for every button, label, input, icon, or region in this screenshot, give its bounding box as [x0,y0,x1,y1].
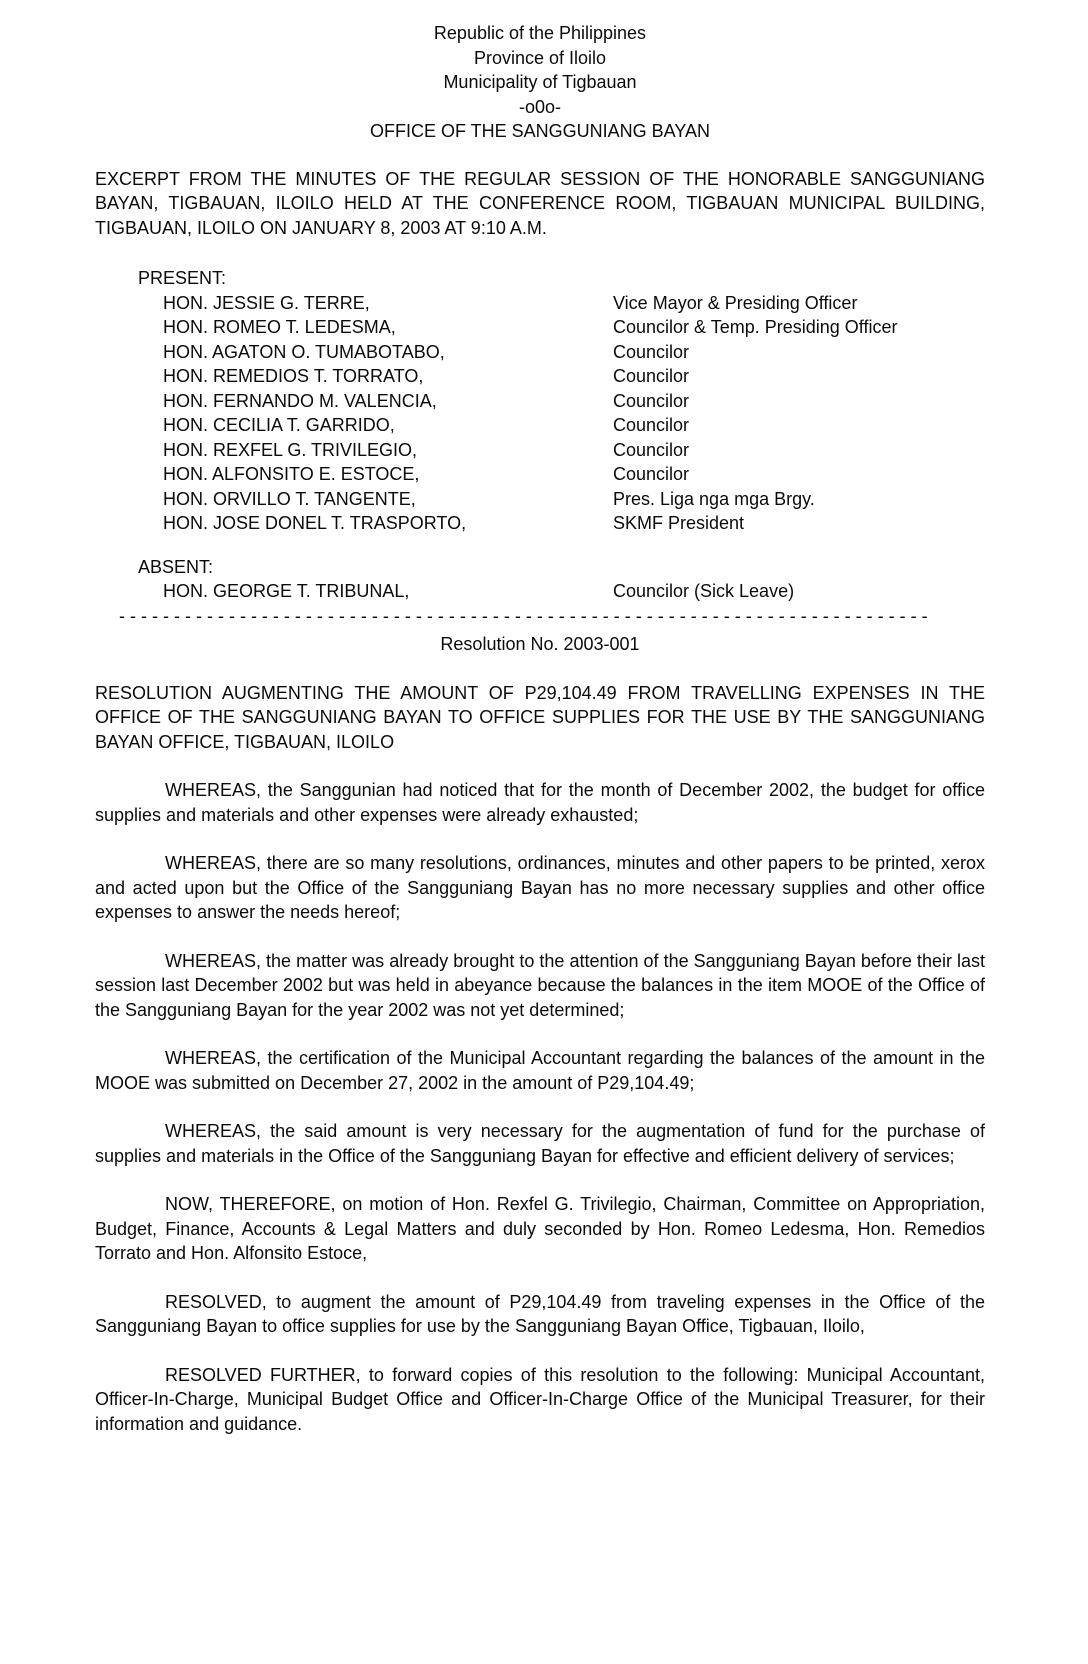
dashed-divider: - - - - - - - - - - - - - - - - - - - - - - - - - - - - - - - - - - - - - - - - - - - - - - - - - - - - - - - - - - - - - - - - - - - - - - - - - - [119,605,928,626]
body-paragraph-whereas-2: WHEREAS, there are so many resolutions, ordinances, minutes and other papers to be printed, xerox and acted upon but the Office of the Sangguniang Bayan has no more necessary supplies and other office expenses to answer the needs hereof; [95,853,985,922]
header-line-office: OFFICE OF THE SANGGUNIANG BAYAN [369,121,711,141]
member-role: Councilor [613,390,690,411]
member-name: HON. ROMEO T. LEDESMA, [163,317,396,337]
absent-label: ABSENT: [138,556,214,577]
attendance-row [95,364,985,389]
attendance-row [95,291,985,316]
member-role: Councilor & Temp. Presiding Officer [613,317,898,337]
member-role: Councilor [613,464,690,484]
resolution-number: Resolution No. 2003-001 [440,634,640,654]
body-paragraph-resolved-further: RESOLVED FURTHER, to forward copies of this resolution to the following: Municipal Accountant, Officer-In-Charge, Municipal Budget Office and Officer-In-Charge Office of the Municipal Treasurer, for their information and guidance. [95,1364,985,1434]
member-name: HON. REMEDIOS T. TORRATO, [163,366,424,386]
excerpt-paragraph: EXCERPT FROM THE MINUTES OF THE REGULAR SESSION OF THE HONORABLE SANGGUNIANG BAYAN, TIGBAUAN, ILOILO HELD AT THE CONFERENCE ROOM, TIGBAUAN MUNICIPAL BUILDING, TIGBAUAN, ILOILO ON JANUARY 8, 2003 AT 9:10 A.M. [95,168,985,238]
body-paragraph-whereas-4: WHEREAS, the certification of the Municipal Accountant regarding the balances of the amount in the MOOE was submitted on December 27, 2002 in the amount of P29,104.49; [95,1048,985,1093]
present-section [95,266,985,536]
header-line-ornament: -o0o- [518,96,562,117]
member-name: HON. CECILIA T. GARRIDO, [163,415,395,435]
member-role: Councilor [613,366,690,386]
member-name: HON. GEORGE T. TRIBUNAL, [163,581,410,601]
member-role: SKMF President [613,513,745,533]
member-name: HON. REXFEL G. TRIVILEGIO, [163,439,418,460]
attendance-row [95,511,985,536]
attendance-row [95,438,985,463]
header-line-republic: Republic of the Philippines [433,23,647,43]
resolution-title: RESOLUTION AUGMENTING THE AMOUNT OF P29,104.49 FROM TRAVELLING EXPENSES IN THE OFFICE OF THE SANGGUNIANG BAYAN TO OFFICE SUPPLIES FOR THE USE BY THE SANGGUNIANG BAYAN OFFICE, TIGBAUAN, ILOILO [95,682,985,752]
header-line-municipality: Municipality of Tigbauan [443,72,637,92]
attendance-row [95,389,985,414]
attendance-row [95,413,985,438]
absent-section [95,555,985,604]
attendance-row [95,315,985,340]
member-name: HON. AGATON O. TUMABOTABO, [163,341,445,362]
body-paragraph-resolved: RESOLVED, to augment the amount of P29,104.49 from traveling expenses in the Office of the Sangguniang Bayan to office supplies for use by the Sangguniang Bayan Office, Tigbauan, Iloilo, [95,1291,985,1336]
member-name: HON. ORVILLO T. TANGENTE, [163,488,416,509]
member-name: HON. FERNANDO M. VALENCIA, [163,390,437,411]
member-role: Councilor [613,341,690,362]
header-line-province: Province of Iloilo [473,47,607,68]
document-header [95,21,985,144]
member-role: Pres. Liga nga mga Brgy. [613,488,815,509]
member-name: HON. JESSIE G. TERRE, [163,292,370,313]
attendance-row [95,340,985,365]
body-paragraph-whereas-3: WHEREAS, the matter was already brought to the attention of the Sangguniang Bayan before their last session last December 2002 but was held in abeyance because the balances in the item MOOE of the Office of the Sangguniang Bayan for the year 2002 was not yet determined; [95,950,985,1020]
body-paragraph-now-therefore: NOW, THEREFORE, on motion of Hon. Rexfel G. Trivilegio, Chairman, Committee on Appropriation, Budget, Finance, Accounts & Legal Matters and duly seconded by Hon. Romeo Ledesma, Hon. Remedios Torrato and Hon. Alfonsito Estoce, [95,1194,985,1263]
member-name: HON. ALFONSITO E. ESTOCE, [163,464,420,484]
attendance-row [95,487,985,512]
attendance-row [95,462,985,487]
member-role: Vice Mayor & Presiding Officer [613,292,858,313]
member-role: Councilor [613,439,690,460]
body-paragraph-whereas-1: WHEREAS, the Sanggunian had noticed that for the month of December 2002, the budget for office supplies and materials and other expenses were already exhausted; [95,780,985,825]
member-name: HON. JOSE DONEL T. TRASPORTO, [163,513,467,533]
attendance-row [95,579,985,604]
body-paragraph-whereas-5: WHEREAS, the said amount is very necessary for the augmentation of fund for the purchase of supplies and materials in the Office of the Sangguniang Bayan for effective and efficient delivery of services; [95,1121,985,1166]
member-role: Councilor (Sick Leave) [613,581,795,601]
member-role: Councilor [613,415,690,435]
present-label: PRESENT: [138,268,227,288]
